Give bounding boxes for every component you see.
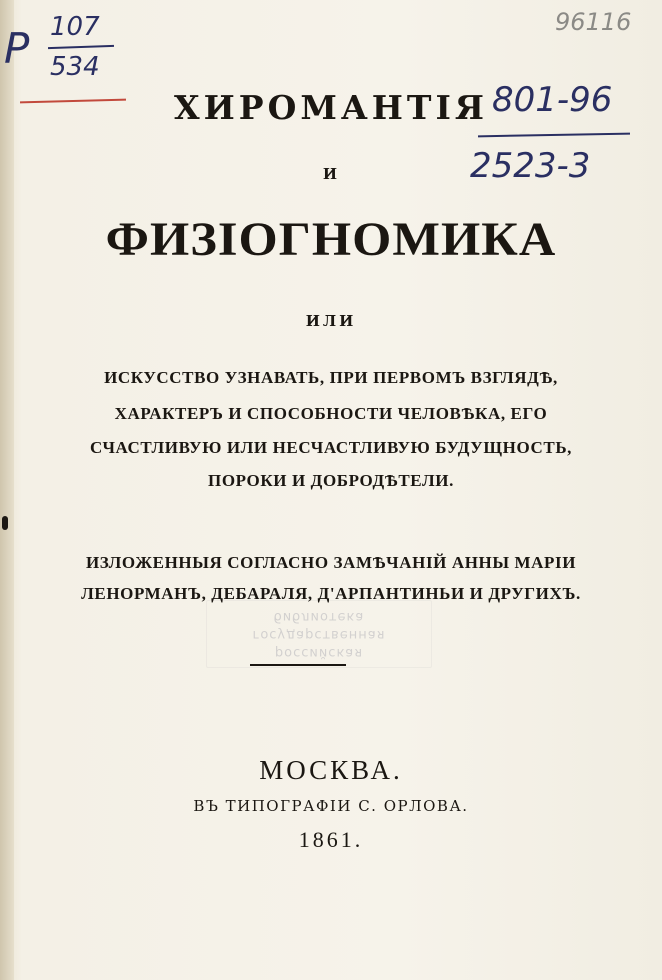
attribution-line: ИЗЛОЖЕННЫЯ СОГЛАСНО ЗАМѢЧАНІЙ АННЫ МАРІИ xyxy=(85,553,577,572)
imprint-press: ВЪ ТИПОГРАФІИ С. ОРЛОВА. xyxy=(193,797,469,815)
library-stamp-show-through xyxy=(206,600,432,668)
handwritten-fraction-bar xyxy=(48,45,114,49)
handwritten-inventory-number: 2523-3 xyxy=(470,146,591,186)
stamp-line: библиотека xyxy=(273,609,365,624)
imprint-year: 1861. xyxy=(298,827,364,852)
handwritten-p-mark: P xyxy=(4,24,30,73)
handwritten-catalog-rule xyxy=(478,133,630,138)
divider-rule xyxy=(250,664,346,666)
imprint-city: МОСКВА. xyxy=(259,755,403,785)
conjunction-or: ИЛИ xyxy=(305,312,357,330)
handwritten-catalog-number: 801-96 xyxy=(492,80,613,120)
attribution-line: ЛЕНОРМАНЪ, ДЕБАРАЛЯ, Д'АРПАНТИНЬИ И ДРУГИХЪ. xyxy=(81,584,581,603)
handwritten-shelf-number-bottom: 534 xyxy=(50,52,100,82)
subtitle-line: СЧАСТЛИВУЮ ИЛИ НЕСЧАСТЛИВУЮ БУДУЩНОСТЬ, xyxy=(89,438,573,457)
handwritten-shelf-number-top: 107 xyxy=(50,12,100,42)
subtitle-line: ХАРАКТЕРЪ И СПОСОБНОСТИ ЧЕЛОВѢКА, ЕГО xyxy=(114,404,548,423)
title-main: ХИРОМАНТІЯ xyxy=(173,88,489,127)
subtitle-line: ПОРОКИ И ДОБРОДѢТЕЛИ. xyxy=(208,471,454,490)
ink-mark xyxy=(2,516,8,530)
subtitle-line: ИСКУССТВО УЗНАВАТЬ, ПРИ ПЕРВОМЪ ВЗГЛЯДѢ, xyxy=(104,368,558,387)
handwritten-faint-number: 96116 xyxy=(555,8,632,36)
stamp-line: российская xyxy=(274,645,364,660)
conjunction-and: И xyxy=(322,165,340,183)
stamp-line: государственная xyxy=(252,627,386,642)
title-second: ФИЗІОГНОМИКА xyxy=(105,213,557,266)
